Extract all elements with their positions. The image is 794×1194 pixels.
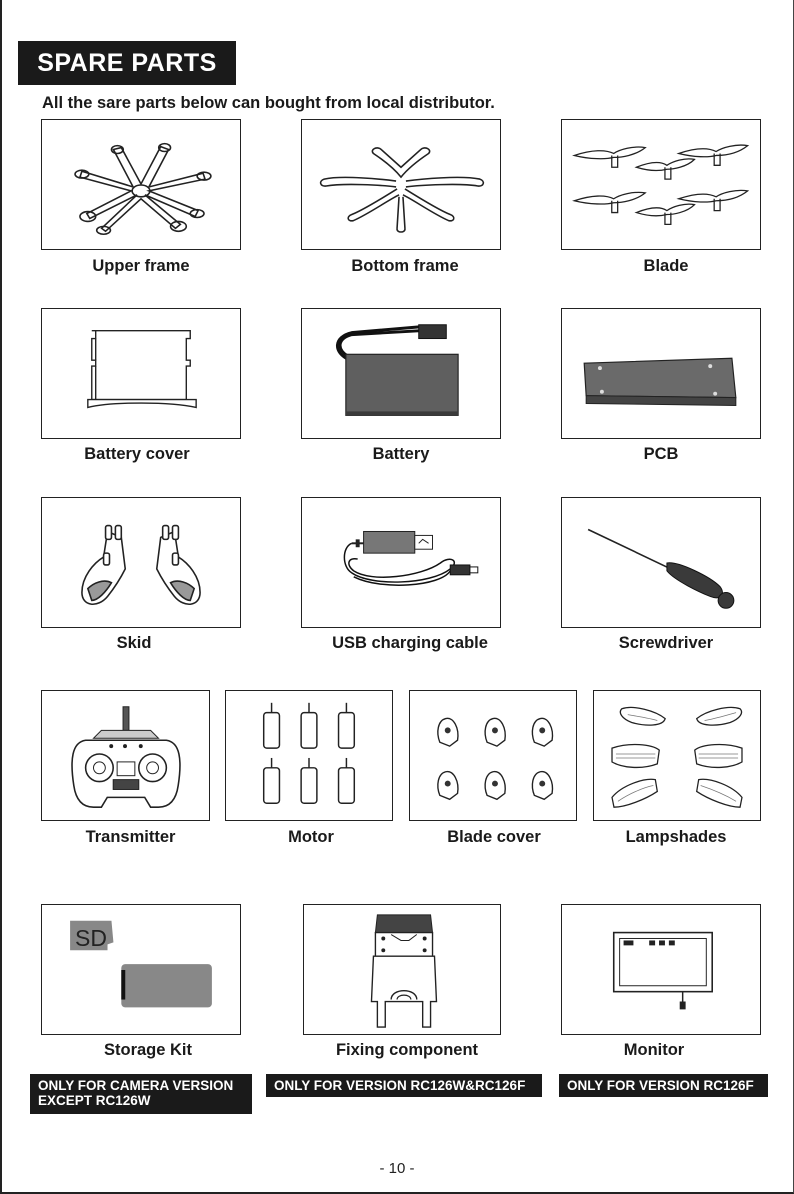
- battery-cover-label: Battery cover: [84, 445, 190, 463]
- upper-frame-image: [41, 119, 241, 250]
- storage-kit-label: Storage Kit: [103, 1041, 192, 1059]
- screwdriver-image: [561, 497, 761, 628]
- motor-image: [225, 690, 393, 821]
- bottom-frame-label: Bottom frame: [351, 257, 459, 275]
- blade-image: [561, 119, 761, 250]
- rc126w-rc126f-note-text: ONLY FOR VERSION RC126W&RC126F: [274, 1078, 526, 1093]
- lampshades-image: [593, 690, 761, 821]
- sd-card-label: SD: [75, 925, 107, 951]
- camera-version-note-line2: EXCEPT RC126W: [38, 1093, 151, 1108]
- rc126f-note: [559, 1074, 768, 1097]
- fixing-component-image: [303, 904, 501, 1035]
- rc126w-rc126f-note: [266, 1074, 542, 1097]
- page-number: - 10 -: [379, 1160, 415, 1177]
- camera-version-note-line1: ONLY FOR CAMERA VERSION: [38, 1078, 234, 1093]
- pcb-image: [561, 308, 761, 439]
- blade-cover-image: [409, 690, 577, 821]
- transmitter-image: [41, 690, 210, 821]
- transmitter-label: Transmitter: [85, 828, 176, 846]
- skid-label: Skid: [116, 634, 152, 652]
- blade-label: Blade: [643, 257, 689, 275]
- fixing-component-label: Fixing component: [335, 1041, 479, 1059]
- camera-version-note: [30, 1074, 252, 1114]
- intro-text: All the sare parts below can bought from local distributor.: [42, 94, 495, 112]
- monitor-label: Monitor: [623, 1041, 685, 1059]
- pcb-label: PCB: [643, 445, 679, 463]
- bottom-frame-image: [301, 119, 501, 250]
- battery-label: Battery: [372, 445, 430, 463]
- storage-kit-image: [41, 904, 241, 1035]
- battery-image: [301, 308, 501, 439]
- upper-frame-label: Upper frame: [92, 257, 190, 275]
- monitor-image: [561, 904, 761, 1035]
- section-heading: SPARE PARTS: [18, 41, 236, 85]
- battery-cover-image: [41, 308, 241, 439]
- skid-image: [41, 497, 241, 628]
- rc126f-note-text: ONLY FOR VERSION RC126F: [567, 1078, 754, 1093]
- screwdriver-label: Screwdriver: [618, 634, 714, 652]
- usb-cable-label: USB charging cable: [332, 634, 488, 652]
- motor-label: Motor: [288, 828, 334, 846]
- usb-cable-image: [301, 497, 501, 628]
- blade-cover-label: Blade cover: [447, 828, 541, 846]
- lampshades-label: Lampshades: [625, 828, 727, 846]
